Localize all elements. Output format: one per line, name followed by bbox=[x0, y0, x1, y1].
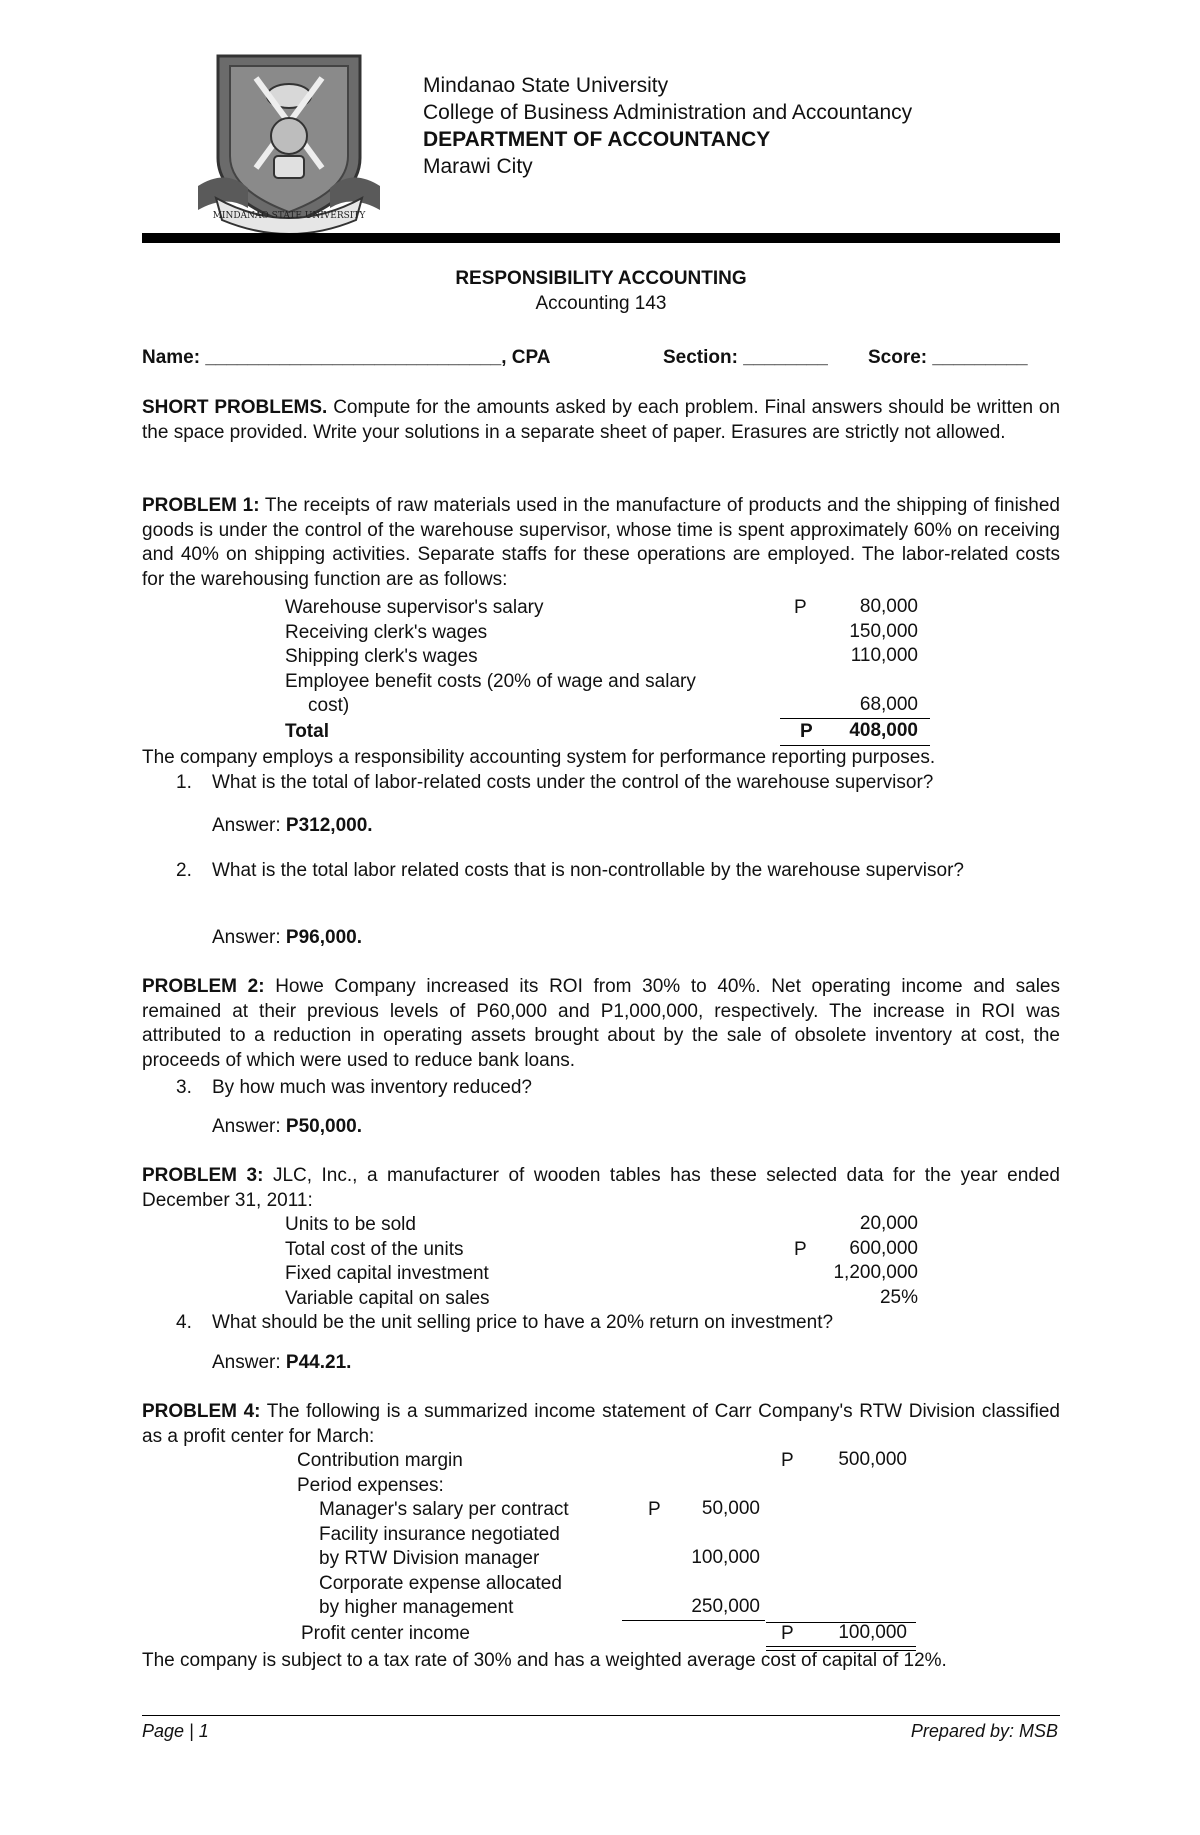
contribution-amount: 500,000 bbox=[838, 1449, 907, 1470]
expense-label: by RTW Division manager bbox=[319, 1548, 540, 1569]
score-label: Score: bbox=[868, 347, 933, 368]
question-text: What should be the unit selling price to have a 20% return on investment? bbox=[212, 1312, 834, 1333]
seal-banner-text: MINDANAO STATE UNIVERSITY bbox=[212, 211, 366, 221]
city-name: Marawi City bbox=[423, 155, 533, 178]
answer-value: P312,000. bbox=[285, 815, 373, 836]
document-subtitle: Accounting 143 bbox=[535, 293, 667, 314]
footer-divider bbox=[142, 1715, 1060, 1716]
profit-double-rule-1 bbox=[766, 1646, 916, 1647]
name-label: Name: bbox=[142, 347, 206, 368]
contribution-label: Contribution margin bbox=[297, 1450, 463, 1471]
p1-row-label: Shipping clerk's wages bbox=[285, 646, 478, 667]
answer-label: Answer: bbox=[212, 927, 286, 948]
section-label: Section: bbox=[663, 347, 744, 368]
p1-row-label: Receiving clerk's wages bbox=[285, 622, 488, 643]
question-number: 2. bbox=[176, 860, 192, 881]
p3-row-label: Fixed capital investment bbox=[285, 1263, 489, 1284]
instructions-label: SHORT PROBLEMS. bbox=[142, 397, 328, 418]
p1-row-amount: 80,000 bbox=[859, 596, 918, 617]
p3-row-label: Units to be sold bbox=[285, 1214, 416, 1235]
answer-label: Answer: bbox=[212, 1352, 286, 1373]
expense-amount: 50,000 bbox=[701, 1498, 760, 1519]
expense-amount: 250,000 bbox=[691, 1596, 760, 1617]
p3-row-currency: P bbox=[794, 1239, 807, 1260]
instructions-paragraph bbox=[142, 396, 1060, 445]
problem4-paragraph bbox=[142, 1400, 1060, 1449]
answer-label: Answer: bbox=[212, 1116, 286, 1137]
p1-total-amount: 408,000 bbox=[849, 720, 918, 741]
expense-label: Corporate expense allocated bbox=[319, 1573, 562, 1594]
expense-amount: 100,000 bbox=[691, 1547, 760, 1568]
page-number: Page | 1 bbox=[142, 1721, 209, 1741]
p1-row-label: Warehouse supervisor's salary bbox=[285, 597, 544, 618]
score-blank[interactable]: _________ bbox=[932, 347, 1028, 368]
p3-row-label: Variable capital on sales bbox=[285, 1288, 490, 1309]
p3-row-amount: 20,000 bbox=[859, 1213, 918, 1234]
expense-currency: P bbox=[648, 1499, 661, 1520]
prepared-by: Prepared by: MSB bbox=[910, 1721, 1058, 1741]
question-number: 3. bbox=[176, 1077, 192, 1098]
profit-currency: P bbox=[781, 1623, 794, 1644]
p3-row-amount: 25% bbox=[879, 1287, 918, 1308]
name-line bbox=[142, 346, 551, 371]
question-number: 4. bbox=[176, 1312, 192, 1333]
name-blank[interactable]: ____________________________ bbox=[205, 347, 502, 368]
expense-label: by higher management bbox=[319, 1597, 514, 1618]
university-seal-logo bbox=[196, 48, 382, 240]
p1-row-amount: 150,000 bbox=[849, 621, 918, 642]
contribution-currency: P bbox=[781, 1450, 794, 1471]
university-name: Mindanao State University bbox=[423, 74, 669, 97]
p3-row-amount: 600,000 bbox=[849, 1238, 918, 1259]
problem1-text: The receipts of raw materials used in the manufacture of products and the shipping of finished goods is under the control of the warehouse supervisor, whose time is spent approximately 60% on receiving and 40% on shipping activities. Separate staffs for these operations are employed. The labor-related costs for the warehousing function are as follows: bbox=[142, 495, 1060, 590]
score-field bbox=[868, 346, 1028, 371]
question-text: What is the total labor related costs that is non-controllable by the warehouse supervisor? bbox=[212, 860, 964, 881]
p1-row-label: Employee benefit costs (20% of wage and salary bbox=[285, 671, 696, 692]
period-expenses-label: Period expenses: bbox=[297, 1475, 444, 1496]
section-blank[interactable]: ________ bbox=[743, 347, 828, 368]
p1-row-currency: P bbox=[794, 597, 807, 618]
p1-row-amount: 68,000 bbox=[859, 694, 918, 715]
p3-row-amount: 1,200,000 bbox=[833, 1262, 918, 1283]
problem2-paragraph bbox=[142, 975, 1060, 1073]
section-field bbox=[663, 346, 828, 371]
cpa-label: , CPA bbox=[501, 347, 551, 368]
question-number: 1. bbox=[176, 772, 192, 793]
question-text: What is the total of labor-related costs under the control of the warehouse supervisor? bbox=[212, 772, 934, 793]
problem3-text: JLC, Inc., a manufacturer of wooden tables has these selected data for the year ended December 31, 2011: bbox=[142, 1165, 1060, 1211]
p4-after-text: The company is subject to a tax rate of 30% and has a weighted average cost of capital of 12%. bbox=[142, 1650, 947, 1671]
p1-row-amount: 110,000 bbox=[850, 645, 918, 666]
college-name: College of Business Administration and Accountancy bbox=[423, 101, 913, 124]
p1-total-currency: P bbox=[800, 721, 813, 742]
expense-label: Manager's salary per contract bbox=[319, 1499, 569, 1520]
problem1-label: PROBLEM 1: bbox=[142, 495, 260, 516]
answer-label: Answer: bbox=[212, 815, 286, 836]
question-text: By how much was inventory reduced? bbox=[212, 1077, 532, 1098]
problem2-label: PROBLEM 2: bbox=[142, 976, 265, 997]
header-divider bbox=[142, 233, 1060, 243]
answer-value: P44.21. bbox=[285, 1352, 352, 1373]
expense-subtotal-rule bbox=[622, 1620, 765, 1621]
answer-line bbox=[212, 814, 373, 839]
letterhead bbox=[423, 72, 912, 180]
problem3-paragraph bbox=[142, 1164, 1060, 1213]
profit-top-rule bbox=[766, 1622, 916, 1623]
instructions-text: Compute for the amounts asked by each problem. Final answers should be written on the space provided. Write your solutions in a separate sheet of paper. Erasures are strictly not allowed. bbox=[142, 397, 1061, 443]
problem1-paragraph bbox=[142, 494, 1060, 592]
document-title: RESPONSIBILITY ACCOUNTING bbox=[455, 268, 747, 289]
p1-row-label: cost) bbox=[308, 695, 350, 716]
answer-value: P50,000. bbox=[285, 1116, 362, 1137]
problem4-label: PROBLEM 4: bbox=[142, 1401, 261, 1422]
profit-amount: 100,000 bbox=[838, 1622, 907, 1643]
expense-label: Facility insurance negotiated bbox=[319, 1524, 560, 1545]
profit-label: Profit center income bbox=[301, 1623, 470, 1644]
problem4-text: The following is a summarized income statement of Carr Company's RTW Division classified as a profit center for March: bbox=[142, 1401, 1060, 1447]
p1-total-label: Total bbox=[285, 721, 329, 742]
department-name: DEPARTMENT OF ACCOUNTANCY bbox=[423, 128, 771, 151]
p1-after-text: The company employs a responsibility accounting system for performance reporting purposes. bbox=[142, 747, 936, 768]
answer-line bbox=[212, 1351, 351, 1376]
answer-value: P96,000. bbox=[285, 927, 362, 948]
problem2-text: Howe Company increased its ROI from 30% to 40%. Net operating income and sales remained at their previous levels of P60,000 and P1,000,000, respectively. The increase in ROI was attributed to a reduction in operating assets brought about by the sale of obsolete inventory at cost, the proceeds of which were used to reduce bank loans. bbox=[142, 976, 1060, 1071]
answer-line bbox=[212, 1115, 362, 1140]
p3-row-label: Total cost of the units bbox=[285, 1239, 464, 1260]
subtotal-rule bbox=[780, 718, 930, 719]
problem3-label: PROBLEM 3: bbox=[142, 1165, 264, 1186]
answer-line bbox=[212, 926, 362, 951]
